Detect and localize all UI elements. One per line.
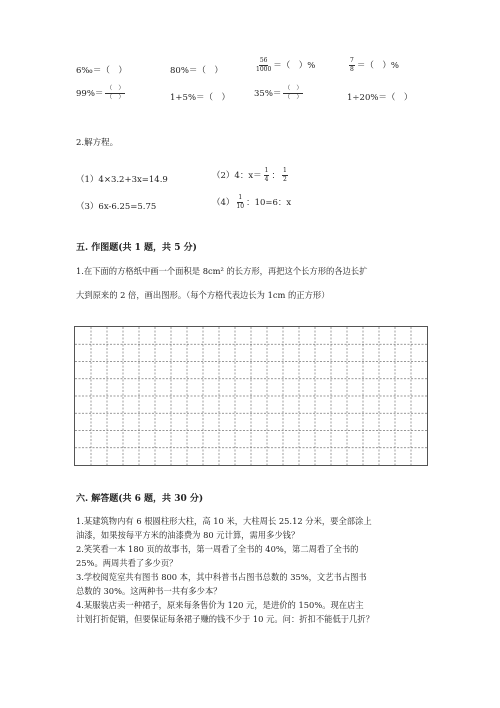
conversion-text: 80%＝（ ） xyxy=(170,66,223,76)
question-text: 25%。两周共看了多少页？ xyxy=(76,558,178,568)
question-text: 大到原来的 2 倍，画出图形。（每个方格代表边长为 1cm 的正方形） xyxy=(76,290,330,300)
fraction: $\frac{( )}{( )}$ xyxy=(284,85,303,101)
conversion-text: ＝（ ）% xyxy=(356,61,399,71)
grid-lines xyxy=(75,327,427,465)
question-text: 4.某服装店卖一种裙子，原来每条售价为 120 元，是进价的 150%。现在店主 xyxy=(76,600,364,610)
conversion-text: 1÷20%＝（ ） xyxy=(347,93,413,103)
conversion-text: 35%＝ xyxy=(254,89,282,99)
fraction: $\frac{1}{10}$ xyxy=(236,194,245,210)
question-title: 2.解方程。 xyxy=(76,138,119,148)
question-text: 油漆，如果按每平方米的油漆费为 80 元计算，需用多少钱？ xyxy=(76,530,300,540)
conversion-item xyxy=(254,58,315,73)
conversion-item xyxy=(76,64,127,76)
fraction: $\frac{56}{1000}$ xyxy=(256,57,272,73)
question-text: 1.在下面的方格纸中画一个面积是 8cm² 的长方形，再把这个长方形的各边长扩 xyxy=(76,266,368,276)
fraction: $\frac{1}{2}$ xyxy=(282,167,287,183)
conversion-item xyxy=(76,86,127,101)
equation: （2）4：x＝ $\frac{1}{4}$ ： $\frac{1}{2}$ xyxy=(212,167,287,183)
conversion-text: 1+5%＝（ ） xyxy=(170,93,231,103)
equation: （1）4×3.2+3x=14.9 xyxy=(76,175,168,185)
conversion-text: 6‰＝（ ） xyxy=(76,66,127,76)
question-text: 1.某建筑物内有 6 根圆柱形大柱，高 10 米，大柱周长 25.12 分米，要全部涂上 xyxy=(76,516,372,526)
conversion-item xyxy=(170,91,230,103)
fraction: $\frac{7}{8}$ xyxy=(350,57,354,73)
conversion-text: ＝（ ）% xyxy=(273,61,316,71)
conversion-text: 99%＝ xyxy=(76,89,104,99)
conversion-item xyxy=(254,86,305,101)
equation: （3）6x-6.25=5.75 xyxy=(76,202,157,212)
fraction: $\frac{1}{4}$ xyxy=(264,167,269,183)
section-title: 六. 解答题(共 6 题，共 30 分) xyxy=(76,494,204,504)
grid-paper xyxy=(74,326,428,466)
question-text: 计划打折促销，但要保证每条裙子赚的钱不少于 10 元。问：折扣不能低于几折？ xyxy=(76,614,374,624)
section-title: 五. 作图题(共 1 题，共 5 分) xyxy=(76,243,197,253)
equation: （4） $\frac{1}{10}$ ：10=6：x xyxy=(212,194,292,210)
fraction: $\frac{( )}{( )}$ xyxy=(106,85,125,101)
conversion-item xyxy=(347,91,412,103)
conversion-item xyxy=(347,58,399,73)
question-text: 3.学校阅览室共有图书 800 本，其中科普书占图书总数的 35%，文艺书占图书 xyxy=(76,572,367,582)
conversion-item xyxy=(170,64,223,76)
question-text: 2.笑笑看一本 180 页的故事书，第一周看了全书的 40%，第二周看了全书的 xyxy=(76,544,359,554)
question-text: 总数的 30%。这两种书一共有多少本？ xyxy=(76,586,222,596)
